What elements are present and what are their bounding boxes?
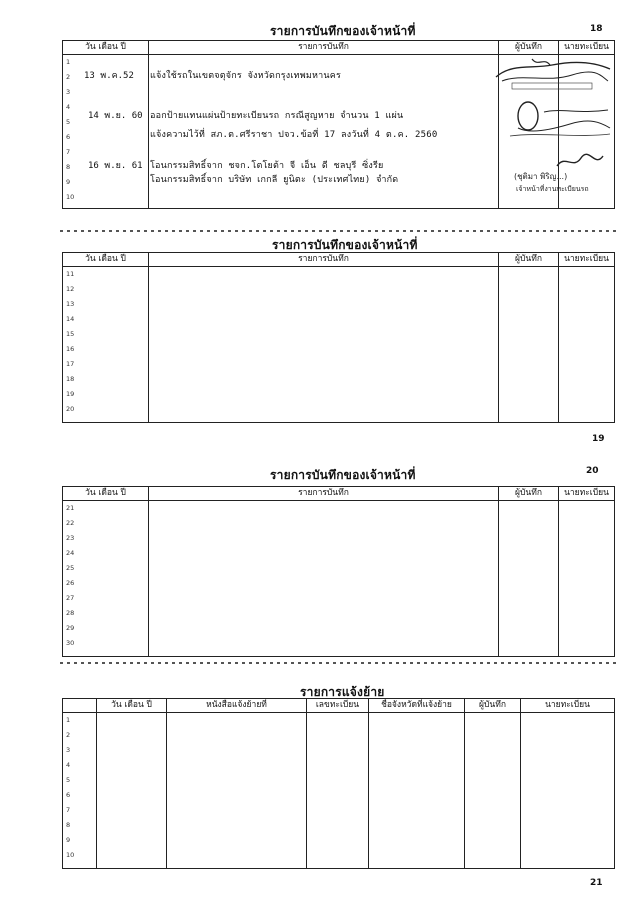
- notice-column: [167, 713, 307, 869]
- row-number: 13: [66, 300, 75, 308]
- entry-text: ออกป้ายแทนแผ่นป้ายทะเบียนรถ กรณีสูญหาย จำนวน 1 แผ่น: [150, 111, 404, 121]
- row-number: 26: [66, 579, 75, 587]
- header-recorder: ผู้บันทึก: [465, 699, 521, 713]
- row-number: 29: [66, 624, 75, 632]
- signature-role: เจ้าหน้าที่งานทะเบียนรถ: [516, 185, 589, 193]
- registrar-column: [521, 713, 615, 869]
- record-column: [149, 267, 499, 423]
- plate-column: [307, 713, 369, 869]
- date-column: [63, 501, 149, 657]
- entry-date: 14 พ.ย. 60: [88, 111, 143, 121]
- official-stamp-2: [500, 98, 614, 142]
- row-number: 5: [66, 118, 71, 126]
- row-number: 10: [66, 193, 75, 201]
- entry-text: แจ้งใช้รถในเขตจตุจักร จังหวัดกรุงเทพมหานคร: [150, 71, 342, 81]
- entry-text: โอนกรรมสิทธิ์จาก ชจก.โตโยต้า จี เอ็น ดี ชลบุรี ซิ่งรีย: [150, 161, 384, 171]
- section1-page-number: 18: [590, 24, 603, 34]
- province-column: [369, 713, 465, 869]
- row-number: 10: [66, 851, 75, 859]
- header-province: ชื่อจังหวัดที่แจ้งย้าย: [369, 699, 465, 713]
- section2-page-number: 19: [592, 434, 605, 444]
- header-record: รายการบันทึก: [149, 487, 499, 501]
- header-date: วัน เดือน ปี: [63, 487, 149, 501]
- entry-date: 16 พ.ย. 61: [88, 161, 143, 171]
- section1-title: รายการบันทึกของเจ้าหน้าที่: [270, 24, 416, 38]
- section3-title: รายการบันทึกของเจ้าหน้าที่: [270, 468, 416, 482]
- row-number: 7: [66, 806, 71, 814]
- row-number: 7: [66, 148, 71, 156]
- section4-page-number: 21: [590, 878, 603, 888]
- row-number: 19: [66, 390, 75, 398]
- row-number: 28: [66, 609, 75, 617]
- row-number: 15: [66, 330, 75, 338]
- row-number: 8: [66, 163, 71, 171]
- registrar-column: [559, 267, 615, 423]
- date-column: [97, 713, 167, 869]
- official-stamp-1: [492, 55, 614, 95]
- signature-caption: (ชุติมา พิริญ...): [514, 172, 568, 181]
- row-number: 30: [66, 639, 75, 647]
- row-number: 14: [66, 315, 75, 323]
- row-number: 27: [66, 594, 75, 602]
- header-date: วัน เดือน ปี: [63, 41, 149, 55]
- row-number: 24: [66, 549, 75, 557]
- header-registrar: นายทะเบียน: [521, 699, 615, 713]
- row-number: 2: [66, 731, 71, 739]
- header-date: วัน เดือน ปี: [97, 699, 167, 713]
- header-registrar: นายทะเบียน: [559, 41, 615, 55]
- recorder-column: [465, 713, 521, 869]
- section2-title: รายการบันทึกของเจ้าหน้าที่: [272, 238, 418, 252]
- header-recorder: ผู้บันทึก: [499, 487, 559, 501]
- row-number: 20: [66, 405, 75, 413]
- date-column: [63, 267, 149, 423]
- record-column: [149, 501, 499, 657]
- row-number: 6: [66, 133, 71, 141]
- entry-text: แจ้งความไว้ที่ สภ.ต.ศรีราชา ปจว.ข้อที่ 17 ลงวันที่ 4 ต.ค. 2560: [150, 130, 438, 140]
- row-number: 1: [66, 716, 71, 724]
- row-number: 3: [66, 746, 71, 754]
- recorder-column: [499, 267, 559, 423]
- header-date: วัน เดือน ปี: [63, 253, 149, 267]
- row-number: 6: [66, 791, 71, 799]
- row-number: 2: [66, 73, 71, 81]
- row-number-column: [63, 713, 97, 869]
- row-number: 16: [66, 345, 75, 353]
- entry-date: 13 พ.ค.52: [84, 71, 134, 81]
- row-number: 9: [66, 178, 71, 186]
- registrar-column: [559, 501, 615, 657]
- row-number: 11: [66, 270, 75, 278]
- section4-table: [62, 698, 615, 869]
- row-number: 18: [66, 375, 75, 383]
- row-number: 5: [66, 776, 71, 784]
- header-blank: [63, 699, 97, 713]
- row-number: 12: [66, 285, 75, 293]
- header-notice: หนังสือแจ้งย้ายที่: [167, 699, 307, 713]
- entry-text: โอนกรรมสิทธิ์จาก บริษัท เกกลี ยูนิตะ (ประเทศไทย) จำกัด: [150, 175, 399, 185]
- row-number: 4: [66, 761, 71, 769]
- section2-table: [62, 252, 615, 423]
- scan-artifact: [60, 230, 620, 232]
- section3-page-number: 20: [586, 466, 599, 476]
- row-number: 9: [66, 836, 71, 844]
- row-number: 23: [66, 534, 75, 542]
- row-number: 25: [66, 564, 75, 572]
- header-recorder: ผู้บันทึก: [499, 253, 559, 267]
- row-number: 4: [66, 103, 71, 111]
- row-number: 22: [66, 519, 75, 527]
- row-number: 17: [66, 360, 75, 368]
- header-registrar: นายทะเบียน: [559, 253, 615, 267]
- row-number: 3: [66, 88, 71, 96]
- row-number: 8: [66, 821, 71, 829]
- header-registrar: นายทะเบียน: [559, 487, 615, 501]
- section3-table: [62, 486, 615, 657]
- row-number: 1: [66, 58, 71, 66]
- row-number: 21: [66, 504, 75, 512]
- recorder-column: [499, 501, 559, 657]
- scan-artifact: [60, 662, 620, 664]
- header-recorder: ผู้บันทึก: [499, 41, 559, 55]
- header-record: รายการบันทึก: [149, 41, 499, 55]
- section4-title: รายการแจ้งย้าย: [300, 685, 385, 699]
- header-plate: เลขทะเบียน: [307, 699, 369, 713]
- header-record: รายการบันทึก: [149, 253, 499, 267]
